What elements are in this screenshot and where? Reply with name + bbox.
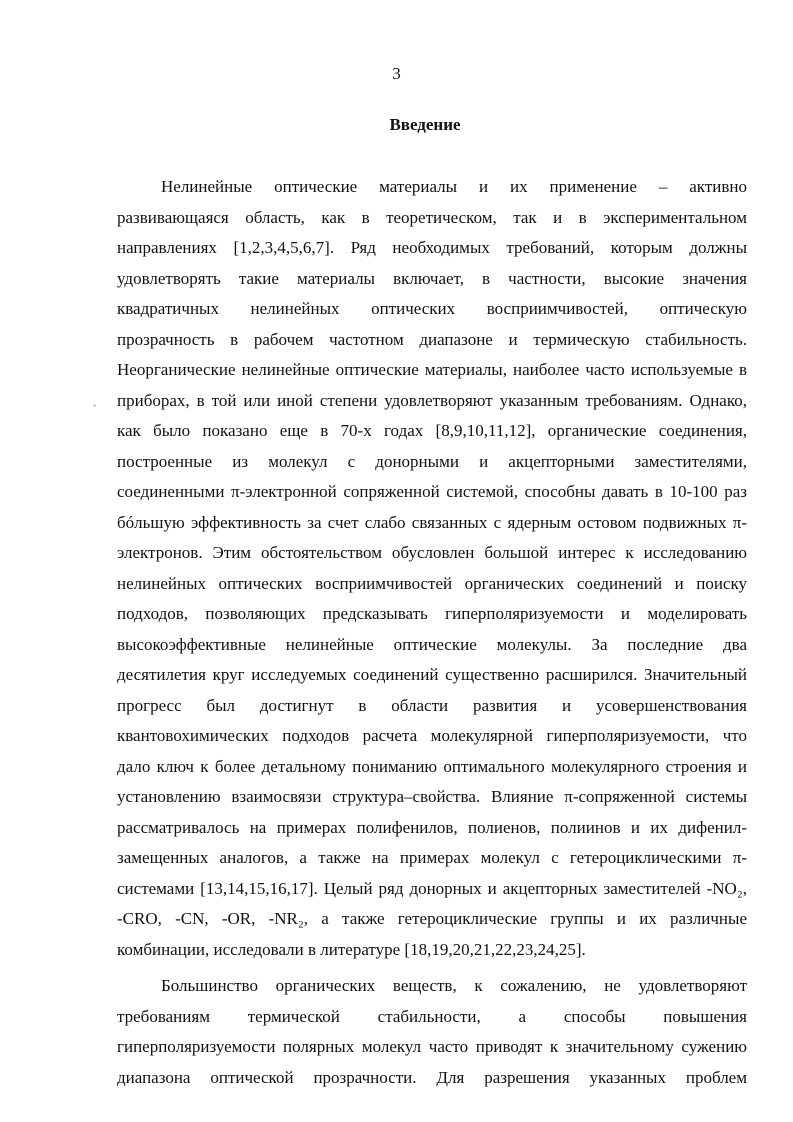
text-line: приборах, в той или иной степени удовлетворяют указанным требованиям. Однако, xyxy=(117,390,747,410)
paragraph-1 xyxy=(117,172,747,965)
text-line: направлениях [1,2,3,4,5,6,7]. Ряд необходимых требований, которым должны xyxy=(117,238,747,257)
text-line: электронов. Этим обстоятельством обусловлен большой интерес к исследованию xyxy=(117,543,747,562)
text-line: Нелинейные оптические материалы и их применение – активно xyxy=(161,177,747,196)
text-line: квантовохимических подходов расчета молекулярной гиперполяризуемости, что xyxy=(117,726,747,745)
text-line: квадратичных нелинейных оптических восприимчивостей, оптическую xyxy=(117,299,747,318)
text-line: как было показано еще в 70-х годах [8,9,10,11,12], органические соединения, xyxy=(117,421,747,440)
text-line: диапазона оптической прозрачности. Для разрешения указанных проблем xyxy=(117,1067,747,1087)
text-line: Большинство органических веществ, к сожалению, не удовлетворяют xyxy=(161,976,747,995)
paragraph-2 xyxy=(117,971,747,1093)
text-line: требованиям термической стабильности, а способы повышения xyxy=(117,1006,747,1026)
text-line: удовлетворять такие материалы включает, в частности, высокие значения xyxy=(117,268,747,288)
text-line: комбинации, исследовали в литературе [18,19,20,21,22,23,24,25]. xyxy=(117,939,586,959)
text-line: развивающаяся область, как в теоретическом, так и в экспериментальном xyxy=(117,207,747,227)
text-line: системами [13,14,15,16,17]. Целый ряд донорных и акцепторных заместителей -NO₂, xyxy=(117,878,747,898)
text-line: подходов, позволяющих предсказывать гиперполяризуемости и моделировать xyxy=(117,604,747,623)
text-line: рассматривалось на примерах полифенилов, полиенов, полиинов и их дифенил- xyxy=(117,817,747,837)
text-line: Неорганические нелинейные оптические материалы, наиболее часто используемые в xyxy=(117,360,747,379)
text-line: установлению взаимосвязи структура–свойства. Влияние π-сопряженной системы xyxy=(117,787,747,806)
text-line: прогресс был достигнут в области развития и усовершенствования xyxy=(117,695,747,715)
text-line: нелинейных оптических восприимчивостей органических соединений и поиску xyxy=(117,573,747,593)
page-number: 3 xyxy=(392,64,401,83)
text-line: прозрачность в рабочем частотном диапазоне и термическую стабильность. xyxy=(117,329,747,349)
text-line: десятилетия круг исследуемых соединений существенно расширился. Значительный xyxy=(117,665,747,684)
text-line: бóльшую эффективность за счет слабо связанных с ядерным остовом подвижных π- xyxy=(117,512,747,532)
text-line: дало ключ к более детальному пониманию оптимального молекулярного строения и xyxy=(117,756,747,776)
scan-speck xyxy=(93,404,96,407)
text-line: высокоэффективные нелинейные оптические молекулы. За последние два xyxy=(117,634,747,654)
text-line: гиперполяризуемости полярных молекул часто приводят к значительному сужению xyxy=(117,1037,747,1056)
body-text xyxy=(117,172,747,1093)
text-line: соединенными π-электронной сопряженной системой, способны давать в 10-100 раз xyxy=(117,482,747,501)
text-line: -CRO, -CN, -OR, -NR₂, а также гетероциклические группы и их различные xyxy=(117,909,747,928)
section-heading: Введение xyxy=(389,115,461,134)
text-line: замещенных аналогов, а также на примерах молекул с гетероциклическими π- xyxy=(117,848,747,867)
text-line: построенные из молекул с донорными и акцепторными заместителями, xyxy=(117,451,747,471)
